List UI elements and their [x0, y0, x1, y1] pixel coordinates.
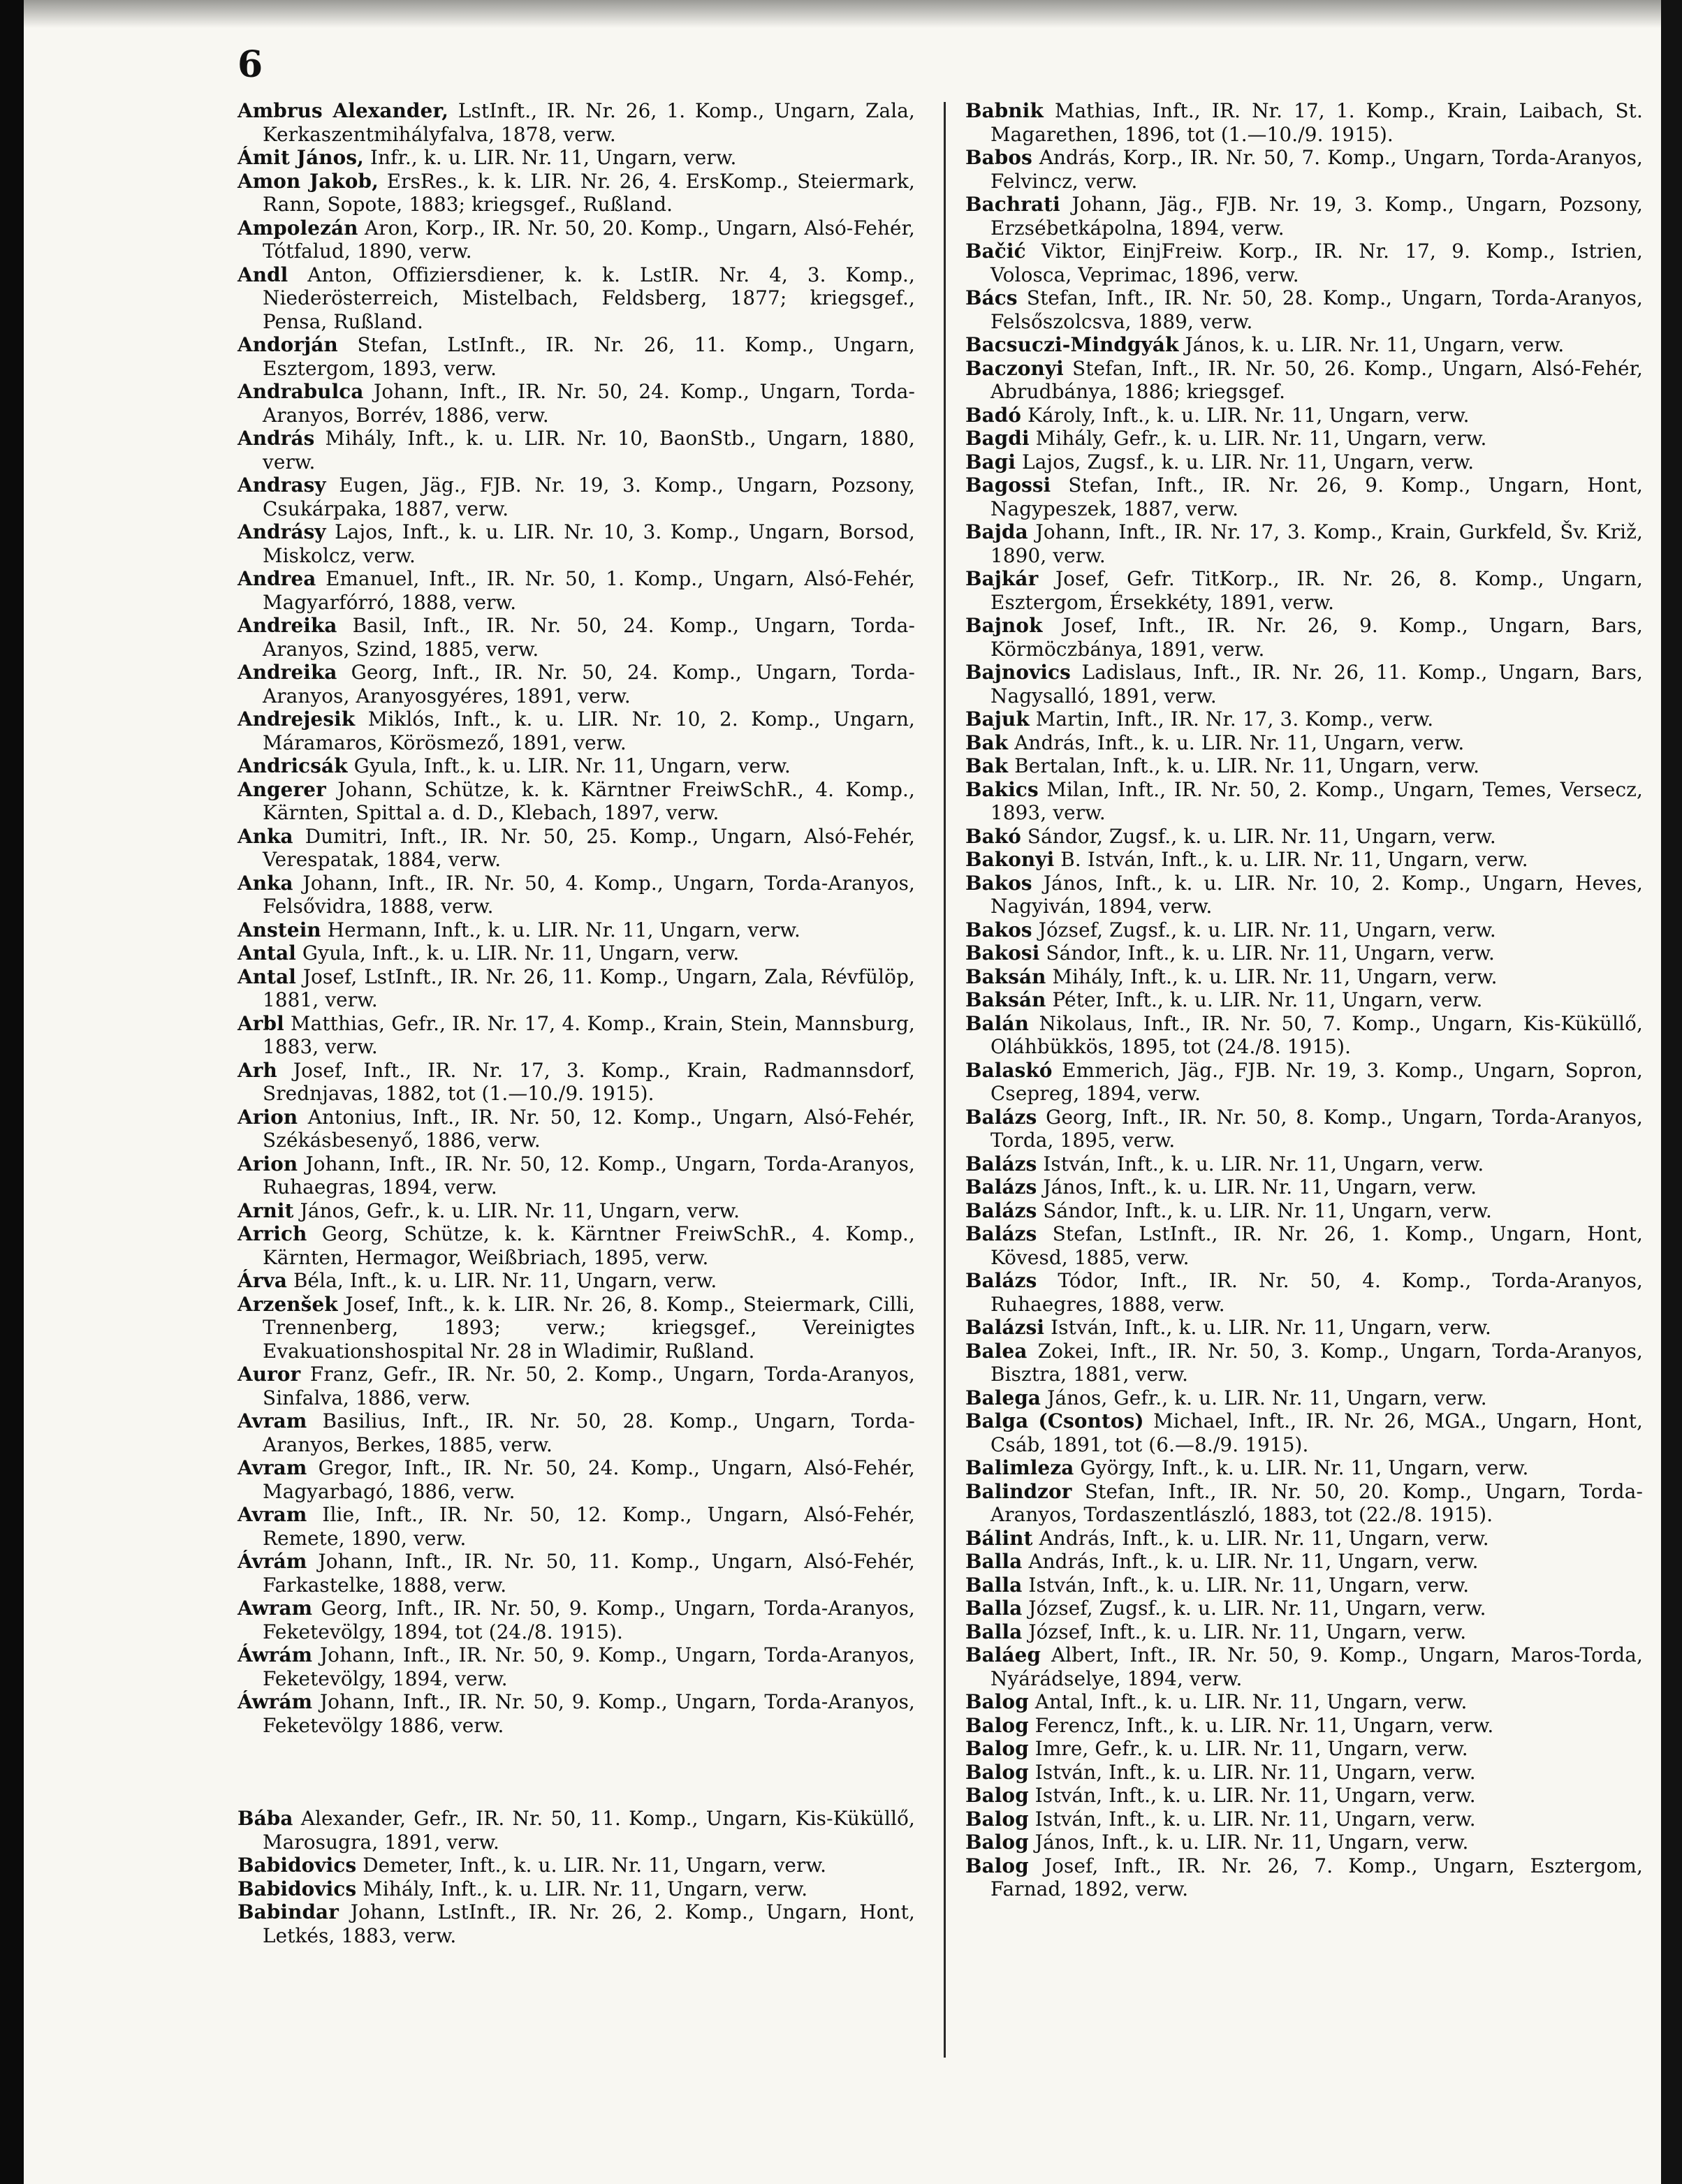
entry-details: Johann, Jäg., FJB. Nr. 19, 3. Komp., Ungarn, Pozsony, Erzsébetkápolna, 1894, verw.: [990, 193, 1643, 240]
list-entry: [965, 941, 1643, 965]
list-entry: [965, 754, 1643, 778]
entry-name: Andrasy: [237, 474, 326, 497]
entry-name: Arnit: [237, 1199, 294, 1222]
entry-details: Károly, Inft., k. u. LIR. Nr. 11, Ungarn, verw.: [1021, 403, 1470, 427]
entry-details: József, Zugsf., k. u. LIR. Nr. 11, Ungarn, verw.: [1022, 1597, 1486, 1620]
entry-name: Balog: [965, 1831, 1029, 1854]
entry-details: Viktor, EinjFreiw. Korp., IR. Nr. 17, 9. Komp., Istrien, Volosca, Veprimac, 1896, verw.: [990, 240, 1643, 286]
entry-name: Avram: [237, 1409, 307, 1432]
entry-name: Balog: [965, 1807, 1029, 1831]
entry-name: Balázsi: [965, 1316, 1045, 1339]
list-entry: [965, 848, 1643, 872]
entry-details: Lajos, Inft., k. u. LIR. Nr. 10, 3. Komp., Ungarn, Borsod, Miskolcz, verw.: [263, 520, 915, 567]
entry-name: Bagdi: [965, 427, 1030, 450]
list-entry: [237, 1363, 915, 1409]
list-entry: [965, 708, 1643, 731]
list-entry: [965, 1761, 1643, 1784]
entry-details: Stefan, Inft., IR. Nr. 50, 28. Komp., Ungarn, Torda-Aranyos, Felsőszolcsva, 1889, verw.: [990, 286, 1643, 333]
entry-name: Ámit János,: [237, 146, 364, 169]
entry-details: Johann, Inft., IR. Nr. 50, 12. Komp., Ungarn, Torda-Aranyos, Ruhaegras, 1894, verw.: [263, 1152, 915, 1199]
entry-details: Mihály, Gefr., k. u. LIR. Nr. 11, Ungarn, verw.: [1029, 427, 1487, 450]
entry-details: Dumitri, Inft., IR. Nr. 50, 25. Komp., Ungarn, Alsó-Fehér, Verespatak, 1884, verw.: [263, 824, 915, 871]
list-entry: [965, 1409, 1643, 1456]
list-entry: [965, 661, 1643, 708]
list-entry: [965, 1643, 1643, 1690]
list-entry: [965, 286, 1643, 333]
entry-name: Balog: [965, 1760, 1029, 1784]
entry-name: Arion: [237, 1105, 298, 1129]
entry-details: Milan, Inft., IR. Nr. 50, 2. Komp., Ungarn, Temes, Versecz, 1893, verw.: [990, 777, 1643, 824]
entry-details: István, Inft., k. u. LIR. Nr. 11, Ungarn, verw.: [1044, 1316, 1492, 1339]
entry-name: Balaskó: [965, 1058, 1053, 1082]
list-entry: [237, 1152, 915, 1199]
entry-details: István, Inft., k. u. LIR. Nr. 11, Ungarn, verw.: [1022, 1573, 1470, 1597]
list-entry: [237, 754, 915, 778]
entry-name: Balán: [965, 1011, 1030, 1035]
entry-details: Miklós, Inft., k. u. LIR. Nr. 10, 2. Komp., Ungarn, Máramaros, Körösmező, 1891, verw.: [263, 708, 915, 754]
entry-name: Arrich: [237, 1222, 307, 1245]
entry-name: Andreika: [237, 614, 337, 637]
entry-name: Angerer: [237, 777, 326, 801]
entry-details: Emmerich, Jäg., FJB. Nr. 19, 3. Komp., Ungarn, Sopron, Csepreg, 1894, verw.: [990, 1058, 1643, 1105]
page-number: 6: [237, 43, 263, 86]
entry-name: Balog: [965, 1854, 1029, 1877]
list-entry: [965, 731, 1643, 755]
entry-details: Josef, Gefr. TitKorp., IR. Nr. 26, 8. Komp., Ungarn, Esztergom, Érsekkéty, 1891, verw.: [990, 567, 1643, 614]
entry-name: Andl: [237, 263, 288, 286]
entry-name: Auror: [237, 1363, 301, 1386]
list-entry: [965, 1714, 1643, 1738]
entry-name: Balázs: [965, 1175, 1037, 1199]
list-entry: [965, 1854, 1643, 1901]
entry-details: Lajos, Zugsf., k. u. LIR. Nr. 11, Ungarn, verw.: [1016, 450, 1475, 474]
entry-details: József, Zugsf., k. u. LIR. Nr. 11, Ungarn, verw.: [1032, 918, 1496, 941]
entry-details: Josef, LstInft., IR. Nr. 26, 11. Komp., Ungarn, Zala, Révfülöp, 1881, verw.: [263, 965, 915, 1011]
entry-details: Stefan, LstInft., IR. Nr. 26, 1. Komp., Ungarn, Hont, Kövesd, 1885, verw.: [990, 1222, 1643, 1269]
entry-name: Andrejesik: [237, 708, 356, 731]
entry-details: Josef, Inft., IR. Nr. 17, 3. Komp., Krain, Radmannsdorf, Srednjavas, 1882, tot (1.—10./9. 1915).: [263, 1058, 915, 1105]
list-entry: [965, 1574, 1643, 1597]
list-entry: [237, 1106, 915, 1152]
entry-name: Balázs: [965, 1152, 1037, 1175]
entry-name: Balla: [965, 1597, 1023, 1620]
entry-name: Bak: [965, 754, 1009, 777]
list-entry: [237, 146, 915, 170]
entry-name: Balázs: [965, 1105, 1037, 1129]
list-entry: [965, 1386, 1643, 1410]
list-entry: [237, 1690, 915, 1737]
entry-name: Baksán: [965, 988, 1046, 1011]
list-entry: [965, 1690, 1643, 1714]
list-entry: [237, 1269, 915, 1293]
entry-details: LstInft., IR. Nr. 26, 1. Komp., Ungarn, Zala, Kerkaszentmihályfalva, 1878, verw.: [263, 99, 915, 146]
entry-details: Stefan, Inft., IR. Nr. 50, 26. Komp., Ungarn, Alsó-Fehér, Abrudbánya, 1886; kriegsgef.: [990, 356, 1643, 403]
entry-name: Bajda: [965, 520, 1028, 543]
entry-name: Babos: [965, 146, 1032, 169]
entry-details: János, Inft., k. u. LIR. Nr. 11, Ungarn, verw.: [1037, 1175, 1477, 1199]
entry-name: Balla: [965, 1573, 1023, 1597]
entry-name: Balla: [965, 1620, 1023, 1643]
list-entry: [237, 614, 915, 661]
list-entry: [965, 988, 1643, 1012]
section-gap: [237, 1737, 915, 1807]
entry-name: Balla: [965, 1550, 1023, 1573]
list-entry: [965, 357, 1643, 404]
list-entry: [237, 918, 915, 942]
entry-name: Badó: [965, 403, 1022, 427]
list-entry: [965, 1456, 1643, 1480]
list-entry: [965, 520, 1643, 567]
list-entry: [237, 99, 915, 146]
list-entry: [237, 1199, 915, 1223]
entry-details: Johann, Inft., IR. Nr. 50, 4. Komp., Ungarn, Torda-Aranyos, Felsővidra, 1888, verw.: [263, 871, 915, 918]
list-entry: [237, 778, 915, 825]
entry-details: B. István, Inft., k. u. LIR. Nr. 11, Ungarn, verw.: [1054, 848, 1528, 871]
entry-name: Bak: [965, 731, 1009, 754]
entry-name: Bakosi: [965, 941, 1040, 965]
entry-name: Balázs: [965, 1199, 1037, 1222]
entry-details: Johann, Inft., IR. Nr. 50, 24. Komp., Ungarn, Torda-Aranyos, Borrév, 1886, verw.: [263, 380, 915, 427]
list-entry: [965, 1620, 1643, 1644]
list-entry: [965, 1316, 1643, 1340]
entry-details: Alexander, Gefr., IR. Nr. 50, 11. Komp., Ungarn, Kis-Küküllő, Marosugra, 1891, verw.: [263, 1807, 915, 1854]
list-entry: [237, 941, 915, 965]
entry-name: Babnik: [965, 99, 1044, 122]
list-entry: [965, 450, 1643, 474]
list-entry: [965, 1831, 1643, 1854]
list-entry: [965, 965, 1643, 989]
entry-details: Nikolaus, Inft., IR. Nr. 50, 7. Komp., Ungarn, Kis-Küküllő, Oláhbükkös, 1895, tot (24./8. 1915).: [990, 1011, 1643, 1058]
entry-details: Stefan, Inft., IR. Nr. 50, 20. Komp., Ungarn, Torda-Aranyos, Tordaszentlászló, 1883, tot (22./8. 1915).: [990, 1479, 1643, 1526]
entry-name: Bacsuczi-Mindgyák: [965, 333, 1179, 356]
entry-name: Andrea: [237, 567, 316, 590]
entry-name: Avram: [237, 1503, 307, 1526]
entry-details: Béla, Inft., k. u. LIR. Nr. 11, Ungarn, verw.: [286, 1269, 717, 1292]
list-entry: [965, 1059, 1643, 1106]
list-entry: [237, 380, 915, 427]
list-entry: [965, 1199, 1643, 1223]
entry-details: Ferencz, Inft., k. u. LIR. Nr. 11, Ungarn, verw.: [1028, 1713, 1494, 1737]
entry-name: Balog: [965, 1713, 1029, 1737]
list-entry: [965, 99, 1643, 146]
list-entry: [237, 1503, 915, 1550]
entry-details: József, Inft., k. u. LIR. Nr. 11, Ungarn, verw.: [1022, 1620, 1467, 1643]
entry-details: Josef, Inft., IR. Nr. 26, 7. Komp., Ungarn, Esztergom, Farnad, 1892, verw.: [990, 1854, 1643, 1900]
list-entry: [237, 1012, 915, 1059]
entry-details: Franz, Gefr., IR. Nr. 50, 2. Komp., Ungarn, Torda-Aranyos, Sinfalva, 1886, verw.: [263, 1363, 915, 1409]
list-entry: [965, 1175, 1643, 1199]
list-entry: [965, 427, 1643, 450]
list-entry: [965, 918, 1643, 942]
entry-details: Martin, Inft., IR. Nr. 17, 3. Komp., verw.: [1029, 708, 1434, 731]
entry-name: Andricsák: [237, 754, 348, 777]
entry-name: Antal: [237, 941, 296, 965]
entry-details: Ladislaus, Inft., IR. Nr. 26, 11. Komp., Ungarn, Bars, Nagysalló, 1891, verw.: [990, 661, 1643, 708]
scan-top-shadow: [24, 0, 1661, 28]
entry-details: Gyula, Inft., k. u. LIR. Nr. 11, Ungarn, verw.: [347, 754, 791, 777]
entry-details: Basilius, Inft., IR. Nr. 50, 28. Komp., Ungarn, Torda-Aranyos, Berkes, 1885, verw.: [263, 1409, 915, 1456]
list-entry: [237, 1900, 915, 1947]
entry-details: Georg, Inft., IR. Nr. 50, 24. Komp., Ungarn, Torda-Aranyos, Aranyosgyéres, 1891, verw.: [263, 661, 915, 708]
entry-name: Arbl: [237, 1011, 284, 1035]
entry-name: Árva: [237, 1269, 287, 1292]
list-entry: [965, 146, 1643, 193]
entry-name: Baczonyi: [965, 356, 1064, 380]
entry-details: Josef, Inft., k. k. LIR. Nr. 26, 8. Komp., Steiermark, Cilli, Trennenberg, 1893; verw.; kriegsgef., Vereinigtes Evakuationshospital Nr. 28 in Wladimir, Rußland.: [263, 1292, 915, 1363]
entry-name: Bakonyi: [965, 848, 1055, 871]
entry-name: András: [237, 427, 315, 450]
entry-details: András, Inft., k. u. LIR. Nr. 11, Ungarn, verw.: [1022, 1550, 1479, 1573]
column-divider: [944, 102, 946, 2058]
entry-name: Andreika: [237, 661, 337, 684]
entry-name: Anstein: [237, 918, 321, 941]
entry-name: Balga (Csontos): [965, 1409, 1144, 1432]
list-entry: [237, 1550, 915, 1597]
entry-name: Anka: [237, 871, 293, 895]
entry-name: Bajnovics: [965, 661, 1071, 684]
entry-details: Sándor, Inft., k. u. LIR. Nr. 11, Ungarn, verw.: [1037, 1199, 1492, 1222]
entry-name: Avram: [237, 1456, 307, 1479]
list-entry: [965, 1550, 1643, 1574]
entry-name: Bába: [237, 1807, 293, 1830]
entry-name: Balega: [965, 1386, 1041, 1409]
entry-name: Arzenšek: [237, 1292, 338, 1316]
list-entry: [237, 1643, 915, 1690]
entry-name: Bachrati: [965, 193, 1060, 216]
entry-details: Stefan, LstInft., IR. Nr. 26, 11. Komp., Ungarn, Esztergom, 1893, verw.: [263, 333, 915, 380]
list-entry: [237, 427, 915, 474]
list-entry: [237, 1854, 915, 1877]
entry-details: Georg, Schütze, k. k. Kärntner FreiwSchR., 4. Komp., Kärnten, Hermagor, Weißbriach, 1895, verw.: [263, 1222, 915, 1269]
entry-name: Áwrám: [237, 1643, 313, 1666]
list-entry: [237, 1597, 915, 1643]
list-entry: [965, 193, 1643, 240]
entry-details: ErsRes., k. k. LIR. Nr. 26, 4. ErsKomp., Steiermark, Rann, Sopote, 1883; kriegsgef., Rußland.: [263, 169, 915, 216]
list-entry: [965, 474, 1643, 520]
list-entry: [237, 263, 915, 334]
list-entry: [237, 965, 915, 1012]
entry-details: Sándor, Zugsf., k. u. LIR. Nr. 11, Ungarn, verw.: [1021, 824, 1496, 848]
entry-details: Eugen, Jäg., FJB. Nr. 19, 3. Komp., Ungarn, Pozsony, Csukárpaka, 1887, verw.: [263, 474, 915, 520]
list-entry: [965, 240, 1643, 286]
list-entry: [237, 217, 915, 263]
list-entry: [965, 614, 1643, 661]
entry-name: Balindzor: [965, 1479, 1072, 1503]
entry-details: Michael, Inft., IR. Nr. 26, MGA., Ungarn, Hont, Csáb, 1891, tot (6.—8./9. 1915).: [990, 1409, 1643, 1456]
list-entry: [965, 1480, 1643, 1527]
entry-details: Josef, Inft., IR. Nr. 26, 9. Komp., Ungarn, Bars, Körmöczbánya, 1891, verw.: [990, 614, 1643, 661]
entry-name: Bajkár: [965, 567, 1039, 590]
entry-details: Matthias, Gefr., IR. Nr. 17, 4. Komp., Krain, Stein, Mannsburg, 1883, verw.: [263, 1011, 915, 1058]
list-entry: [965, 404, 1643, 427]
entry-name: Bálint: [965, 1526, 1033, 1550]
entry-details: András, Inft., k. u. LIR. Nr. 11, Ungarn, verw.: [1032, 1526, 1489, 1550]
entry-name: Bakics: [965, 777, 1039, 801]
entry-name: Bakó: [965, 824, 1021, 848]
list-entry: [965, 825, 1643, 849]
entry-details: Gyula, Inft., k. u. LIR. Nr. 11, Ungarn, verw.: [295, 941, 740, 965]
entry-name: Ávrám: [237, 1550, 307, 1573]
list-entry: [965, 1012, 1643, 1059]
list-entry: [965, 1222, 1643, 1269]
entry-details: Stefan, Inft., IR. Nr. 26, 9. Komp., Ungarn, Hont, Nagypeszek, 1887, verw.: [990, 474, 1643, 520]
entry-name: Balog: [965, 1737, 1029, 1760]
entry-name: Babidovics: [237, 1877, 357, 1900]
entry-details: Johann, Inft., IR. Nr. 50, 9. Komp., Ungarn, Torda-Aranyos, Feketevölgy 1886, verw.: [263, 1690, 915, 1737]
list-entry: [965, 778, 1643, 825]
entry-details: Bertalan, Inft., k. u. LIR. Nr. 11, Ungarn, verw.: [1008, 754, 1480, 777]
list-entry: [237, 1293, 915, 1363]
entry-details: Aron, Korp., IR. Nr. 50, 20. Komp., Ungarn, Alsó-Fehér, Tótfalud, 1890, verw.: [263, 216, 915, 263]
entry-details: János, Gefr., k. u. LIR. Nr. 11, Ungarn, verw.: [293, 1199, 740, 1222]
entry-name: Andorján: [237, 333, 338, 356]
list-entry: [237, 567, 915, 614]
list-entry: [965, 567, 1643, 614]
entry-name: Andrásy: [237, 520, 326, 543]
entry-details: Gregor, Inft., IR. Nr. 50, 24. Komp., Ungarn, Alsó-Fehér, Magyarbagó, 1886, verw.: [263, 1456, 915, 1503]
entry-details: István, Inft., k. u. LIR. Nr. 11, Ungarn, verw.: [1028, 1807, 1476, 1831]
entry-details: Anton, Offiziersdiener, k. k. LstIR. Nr. 4, 3. Komp., Niederösterreich, Mistelbach, Feldsberg, 1877; kriegsgef., Pensa, Rußland.: [263, 263, 915, 333]
entry-name: Andrabulca: [237, 380, 364, 403]
entry-name: Ampolezán: [237, 216, 358, 240]
list-entry: [237, 1059, 915, 1106]
left-column: [237, 99, 915, 1947]
list-entry: [237, 1456, 915, 1503]
entry-name: Antal: [237, 965, 296, 988]
entry-details: János, Inft., k. u. LIR. Nr. 11, Ungarn, verw.: [1028, 1831, 1469, 1854]
entry-name: Bagi: [965, 450, 1016, 474]
entry-details: Mihály, Inft., k. u. LIR. Nr. 10, BaonStb., Ungarn, 1880, verw.: [263, 427, 915, 474]
entry-name: Balog: [965, 1690, 1029, 1713]
list-entry: [237, 1409, 915, 1456]
entry-details: Ilie, Inft., IR. Nr. 50, 12. Komp., Ungarn, Alsó-Fehér, Remete, 1890, verw.: [263, 1503, 915, 1550]
list-entry: [237, 1807, 915, 1854]
entry-details: Zokei, Inft., IR. Nr. 50, 3. Komp., Ungarn, Torda-Aranyos, Bisztra, 1881, verw.: [990, 1339, 1643, 1386]
list-entry: [965, 1808, 1643, 1831]
list-entry: [965, 1269, 1643, 1316]
entry-details: János, Gefr., k. u. LIR. Nr. 11, Ungarn, verw.: [1041, 1386, 1487, 1409]
entry-details: Infr., k. u. LIR. Nr. 11, Ungarn, verw.: [363, 146, 737, 169]
entry-name: Bakos: [965, 871, 1032, 895]
entry-name: Baksán: [965, 965, 1046, 988]
list-entry: [965, 1784, 1643, 1808]
list-entry: [965, 1597, 1643, 1620]
entry-details: Johann, Inft., IR. Nr. 50, 11. Komp., Ungarn, Alsó-Fehér, Farkastelke, 1888, verw.: [263, 1550, 915, 1597]
list-entry: [965, 872, 1643, 918]
entry-details: Albert, Inft., IR. Nr. 50, 9. Komp., Ungarn, Maros-Torda, Nyárádselye, 1894, verw.: [990, 1643, 1643, 1690]
entry-name: Amon Jakob,: [237, 169, 379, 193]
entry-name: Ambrus Alexander,: [237, 99, 449, 122]
entry-details: Johann, LstInft., IR. Nr. 26, 2. Komp., Ungarn, Hont, Letkés, 1883, verw.: [263, 1900, 915, 1947]
list-entry: [237, 474, 915, 520]
entry-details: Georg, Inft., IR. Nr. 50, 8. Komp., Ungarn, Torda-Aranyos, Torda, 1895, verw.: [990, 1105, 1643, 1152]
entry-name: Arh: [237, 1058, 277, 1082]
entry-name: Babidovics: [237, 1854, 357, 1877]
entry-name: Arion: [237, 1152, 298, 1175]
entry-name: Balázs: [965, 1222, 1037, 1245]
entry-name: Balimleza: [965, 1456, 1074, 1479]
list-entry: [237, 661, 915, 708]
entry-details: Hermann, Inft., k. u. LIR. Nr. 11, Ungarn, verw.: [321, 918, 800, 941]
entry-details: Mathias, Inft., IR. Nr. 17, 1. Komp., Krain, Laibach, St. Magarethen, 1896, tot (1.—10./9. 1915).: [990, 99, 1643, 146]
entry-details: Mihály, Inft., k. u. LIR. Nr. 11, Ungarn, verw.: [1046, 965, 1498, 988]
entry-details: András, Korp., IR. Nr. 50, 7. Komp., Ungarn, Torda-Aranyos, Felvincz, verw.: [990, 146, 1643, 193]
entry-name: Bagossi: [965, 474, 1051, 497]
entry-name: Babindar: [237, 1900, 339, 1923]
list-entry: [965, 1527, 1643, 1551]
entry-details: Mihály, Inft., k. u. LIR. Nr. 11, Ungarn, verw.: [356, 1877, 808, 1900]
entry-details: Johann, Inft., IR. Nr. 17, 3. Komp., Krain, Gurkfeld, Šv. Križ, 1890, verw.: [990, 520, 1643, 567]
entry-details: Antal, Inft., k. u. LIR. Nr. 11, Ungarn, verw.: [1028, 1690, 1468, 1713]
entry-name: Áwrám: [237, 1690, 313, 1713]
scan-right-border: [1661, 0, 1682, 2184]
entry-name: Bačić: [965, 240, 1026, 263]
entry-name: Baláeg: [965, 1643, 1041, 1666]
list-entry: [237, 872, 915, 918]
entry-name: Bács: [965, 286, 1018, 309]
entry-name: Bajnok: [965, 614, 1043, 637]
entry-details: János, Inft., k. u. LIR. Nr. 10, 2. Komp., Ungarn, Heves, Nagyiván, 1894, verw.: [990, 871, 1643, 918]
entry-details: Johann, Inft., IR. Nr. 50, 9. Komp., Ungarn, Torda-Aranyos, Feketevölgy, 1894, verw.: [263, 1643, 915, 1690]
entry-details: György, Inft., k. u. LIR. Nr. 11, Ungarn, verw.: [1074, 1456, 1529, 1479]
entry-details: Emanuel, Inft., IR. Nr. 50, 1. Komp., Ungarn, Alsó-Fehér, Magyarfórró, 1888, verw.: [263, 567, 915, 614]
entry-details: István, Inft., k. u. LIR. Nr. 11, Ungarn, verw.: [1028, 1784, 1476, 1807]
scan-left-border: [0, 0, 24, 2184]
entry-name: Balázs: [965, 1269, 1037, 1292]
entry-details: Antonius, Inft., IR. Nr. 50, 12. Komp., Ungarn, Alsó-Fehér, Székásbesenyő, 1886, verw.: [263, 1105, 915, 1152]
list-entry: [965, 1340, 1643, 1386]
entry-details: Georg, Inft., IR. Nr. 50, 9. Komp., Ungarn, Torda-Aranyos, Feketevölgy, 1894, tot (24./8. 1915).: [263, 1597, 915, 1643]
entry-name: Bajuk: [965, 708, 1030, 731]
entry-details: Demeter, Inft., k. u. LIR. Nr. 11, Ungarn, verw.: [356, 1854, 827, 1877]
list-entry: [237, 1877, 915, 1901]
entry-details: András, Inft., k. u. LIR. Nr. 11, Ungarn, verw.: [1008, 731, 1465, 754]
entry-details: Johann, Schütze, k. k. Kärntner FreiwSchR., 4. Komp., Kärnten, Spittal a. d. D., Klebach, 1897, verw.: [263, 777, 915, 824]
entry-details: Tódor, Inft., IR. Nr. 50, 4. Komp., Torda-Aranyos, Ruhaegres, 1888, verw.: [990, 1269, 1643, 1316]
entry-name: Awram: [237, 1597, 313, 1620]
entry-details: Péter, Inft., k. u. LIR. Nr. 11, Ungarn, verw.: [1046, 988, 1483, 1011]
list-entry: [237, 1222, 915, 1269]
list-entry: [965, 1152, 1643, 1176]
list-entry: [965, 1106, 1643, 1152]
list-entry: [965, 333, 1643, 357]
list-entry: [237, 520, 915, 567]
right-column: [965, 99, 1643, 1901]
list-entry: [237, 333, 915, 380]
entry-name: Balog: [965, 1784, 1029, 1807]
list-entry: [237, 170, 915, 217]
entry-details: István, Inft., k. u. LIR. Nr. 11, Ungarn, verw.: [1028, 1760, 1476, 1784]
entry-details: Sándor, Inft., k. u. LIR. Nr. 11, Ungarn, verw.: [1039, 941, 1495, 965]
entry-name: Anka: [237, 824, 293, 848]
list-entry: [965, 1737, 1643, 1761]
entry-name: Balea: [965, 1339, 1028, 1363]
entry-details: Basil, Inft., IR. Nr. 50, 24. Komp., Ungarn, Torda-Aranyos, Szind, 1885, verw.: [263, 614, 915, 661]
entry-name: Bakos: [965, 918, 1032, 941]
list-entry: [237, 708, 915, 754]
entry-details: Imre, Gefr., k. u. LIR. Nr. 11, Ungarn, verw.: [1028, 1737, 1468, 1760]
entry-details: János, k. u. LIR. Nr. 11, Ungarn, verw.: [1178, 333, 1565, 356]
entry-details: István, Inft., k. u. LIR. Nr. 11, Ungarn, verw.: [1037, 1152, 1484, 1175]
list-entry: [237, 825, 915, 872]
